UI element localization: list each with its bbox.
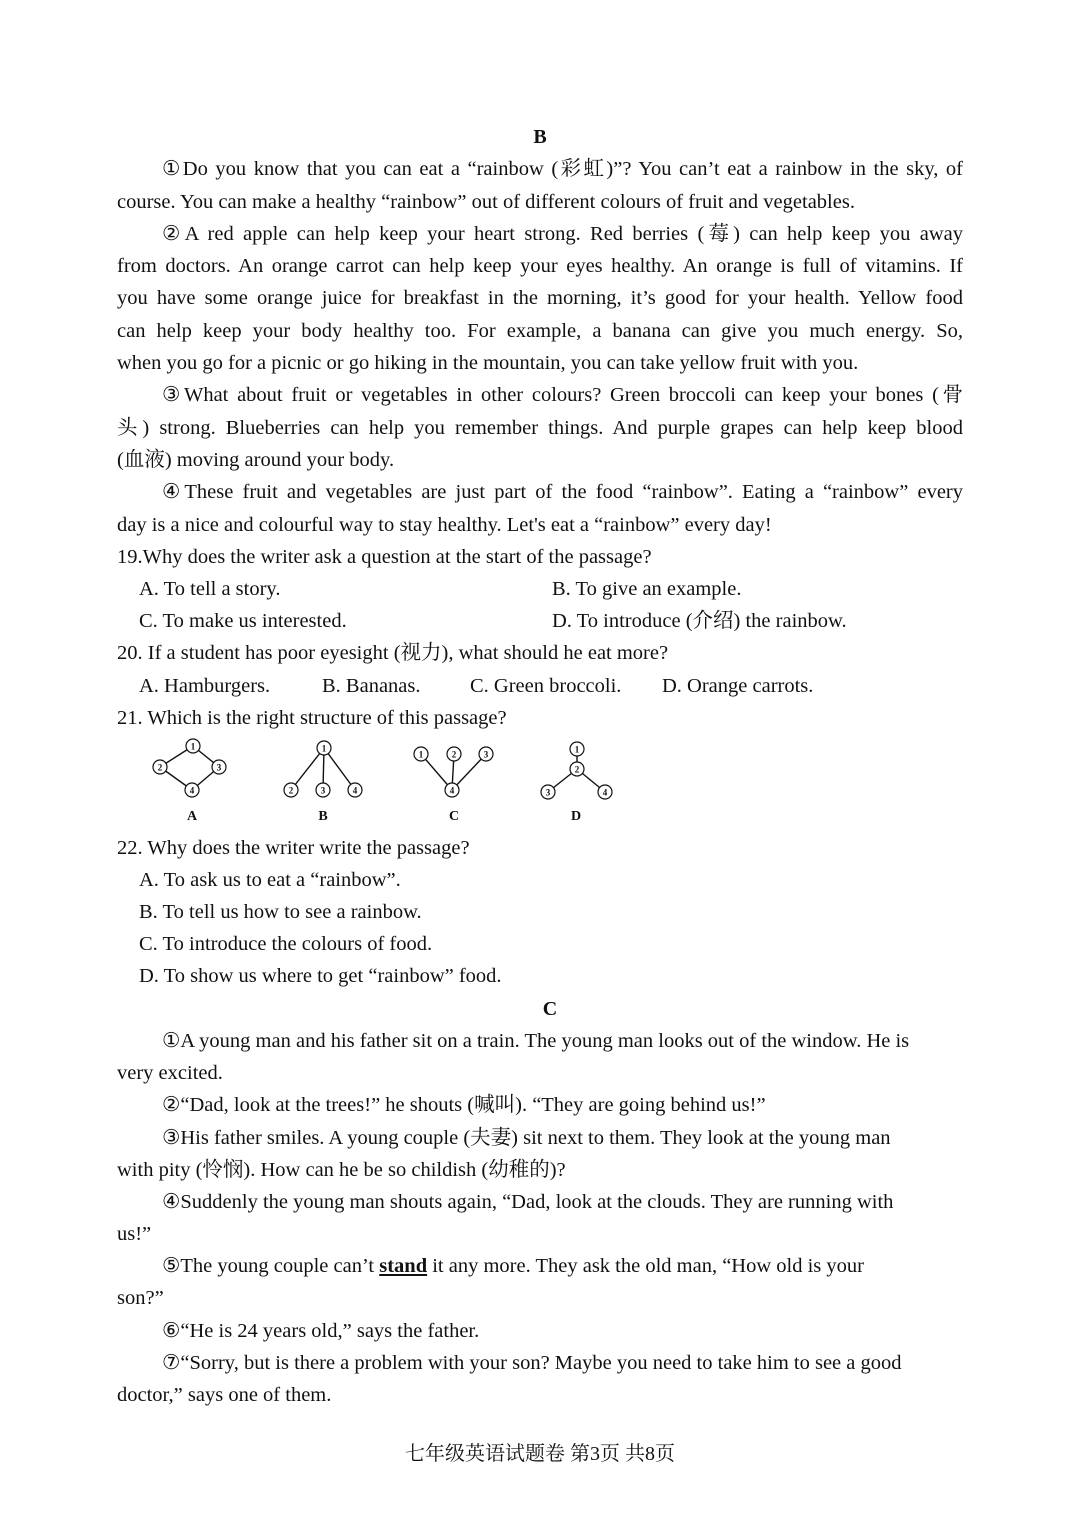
question-19-stem: 19.Why does the writer ask a question at the start of the passage? bbox=[117, 546, 652, 568]
c-paragraph-4-line-1: ④Suddenly the young man shouts again, “Dad, look at the clouds. They are running with bbox=[162, 1191, 894, 1213]
diagram-label-c: C bbox=[448, 809, 460, 824]
svg-text:2: 2 bbox=[574, 764, 580, 775]
c-paragraph-7-line-1: ⑦“Sorry, but is there a problem with your son? Maybe you need to take him to see a good bbox=[162, 1352, 902, 1374]
c-paragraph-4-line-2: us!” bbox=[117, 1223, 152, 1245]
svg-text:1: 1 bbox=[190, 741, 196, 752]
svg-text:1: 1 bbox=[574, 744, 580, 755]
question-20-option-b: B. Bananas. bbox=[322, 675, 421, 697]
svg-text:2: 2 bbox=[288, 785, 294, 796]
c-paragraph-2-line-1: ②“Dad, look at the trees!” he shouts (喊叫). “They are going behind us!” bbox=[162, 1094, 766, 1116]
c-paragraph-1-line-2: very excited. bbox=[117, 1062, 223, 1084]
svg-text:2: 2 bbox=[451, 749, 457, 760]
question-19-option-d: D. To introduce (介绍) the rainbow. bbox=[552, 610, 847, 632]
b-paragraph-2-line-5: when you go for a picnic or go hiking in the mountain, you can take yellow fruit with you. bbox=[117, 352, 859, 374]
section-c-heading: C bbox=[542, 998, 558, 1020]
c-paragraph-7-line-2: doctor,” says one of them. bbox=[117, 1384, 332, 1406]
question-22-option-a: A. To ask us to eat a “rainbow”. bbox=[139, 869, 401, 891]
question-20-option-c: C. Green broccoli. bbox=[470, 675, 622, 697]
svg-text:4: 4 bbox=[189, 785, 195, 796]
c-paragraph-5-line-1 bbox=[162, 1256, 864, 1277]
b-paragraph-2-line-2: from doctors. An orange carrot can help keep your eyes healthy. An orange is full of vitamins. If bbox=[117, 255, 963, 277]
svg-text:2: 2 bbox=[157, 762, 163, 773]
question-22-option-d: D. To show us where to get “rainbow” food. bbox=[139, 965, 502, 987]
c-paragraph-5-after: it any more. They ask the old man, “How old is your bbox=[427, 1255, 864, 1277]
svg-text:4: 4 bbox=[449, 785, 455, 796]
b-paragraph-4-line-2: day is a nice and colourful way to stay healthy. Let's eat a “rainbow” every day! bbox=[117, 514, 772, 536]
svg-text:4: 4 bbox=[602, 787, 608, 798]
svg-text:1: 1 bbox=[321, 743, 327, 754]
diagram-label-b: B bbox=[318, 809, 328, 824]
question-21-stem: 21. Which is the right structure of this passage? bbox=[117, 707, 507, 729]
svg-text:3: 3 bbox=[545, 787, 551, 798]
question-20-option-a: A. Hamburgers. bbox=[139, 675, 271, 697]
b-paragraph-4-line-1: ④These fruit and vegetables are just part of the food “rainbow”. Eating a “rainbow” every bbox=[162, 481, 963, 503]
c-paragraph-5-before: ⑤The young couple can’t bbox=[162, 1255, 380, 1277]
question-20-stem: 20. If a student has poor eyesight (视力), what should he eat more? bbox=[117, 642, 669, 664]
page-footer: 七年级英语试题卷 第3页 共8页 bbox=[405, 1443, 675, 1465]
c-paragraph-1-line-1: ①A young man and his father sit on a train. The young man looks out of the window. He is bbox=[162, 1030, 910, 1052]
structure-diagrams bbox=[140, 736, 640, 826]
question-19-option-a: A. To tell a story. bbox=[139, 578, 281, 600]
b-paragraph-1-line-2: course. You can make a healthy “rainbow” out of different colours of fruit and vegetables. bbox=[117, 191, 855, 213]
underlined-word-stand: stand bbox=[379, 1255, 428, 1277]
b-paragraph-1-line-1: ①Do you know that you can eat a “rainbow (彩虹)”? You can’t eat a rainbow in the sky, of bbox=[162, 158, 963, 180]
question-20-option-d: D. Orange carrots. bbox=[662, 675, 814, 697]
c-paragraph-3-line-1: ③His father smiles. A young couple (夫妻) sit next to them. They look at the young man bbox=[162, 1127, 891, 1149]
diagram-label-a: A bbox=[186, 809, 198, 824]
question-19-option-c: C. To make us interested. bbox=[139, 610, 347, 632]
svg-text:1: 1 bbox=[418, 749, 424, 760]
b-paragraph-2-line-4: can help keep your body healthy too. For example, a banana can give you much energy. So, bbox=[117, 320, 963, 342]
svg-text:4: 4 bbox=[352, 785, 358, 796]
question-22-option-c: C. To introduce the colours of food. bbox=[139, 933, 433, 955]
svg-text:3: 3 bbox=[216, 762, 222, 773]
diagram-label-d: D bbox=[570, 809, 582, 824]
c-paragraph-5-line-2: son?” bbox=[117, 1287, 164, 1309]
b-paragraph-3-line-2: 头) strong. Blueberries can help you remember things. And purple grapes can help keep blood bbox=[117, 417, 963, 439]
svg-text:3: 3 bbox=[320, 785, 326, 796]
question-22-stem: 22. Why does the writer write the passage? bbox=[117, 837, 470, 859]
question-19-option-b: B. To give an example. bbox=[552, 578, 742, 600]
b-paragraph-3-line-3: (血液) moving around your body. bbox=[117, 449, 395, 471]
b-paragraph-2-line-1: ②A red apple can help keep your heart strong. Red berries (莓) can help keep you away bbox=[162, 223, 963, 245]
section-b-heading: B bbox=[533, 126, 547, 148]
c-paragraph-6-line-1: ⑥“He is 24 years old,” says the father. bbox=[162, 1320, 480, 1342]
b-paragraph-2-line-3: you have some orange juice for breakfast in the morning, it’s good for your health. Yellow food bbox=[117, 287, 963, 309]
question-22-option-b: B. To tell us how to see a rainbow. bbox=[139, 901, 422, 923]
b-paragraph-3-line-1: ③What about fruit or vegetables in other colours? Green broccoli can keep your bones (骨 bbox=[162, 384, 963, 406]
svg-text:3: 3 bbox=[483, 749, 489, 760]
c-paragraph-3-line-2: with pity (怜悯). How can he be so childish (幼稚的)? bbox=[117, 1159, 566, 1181]
